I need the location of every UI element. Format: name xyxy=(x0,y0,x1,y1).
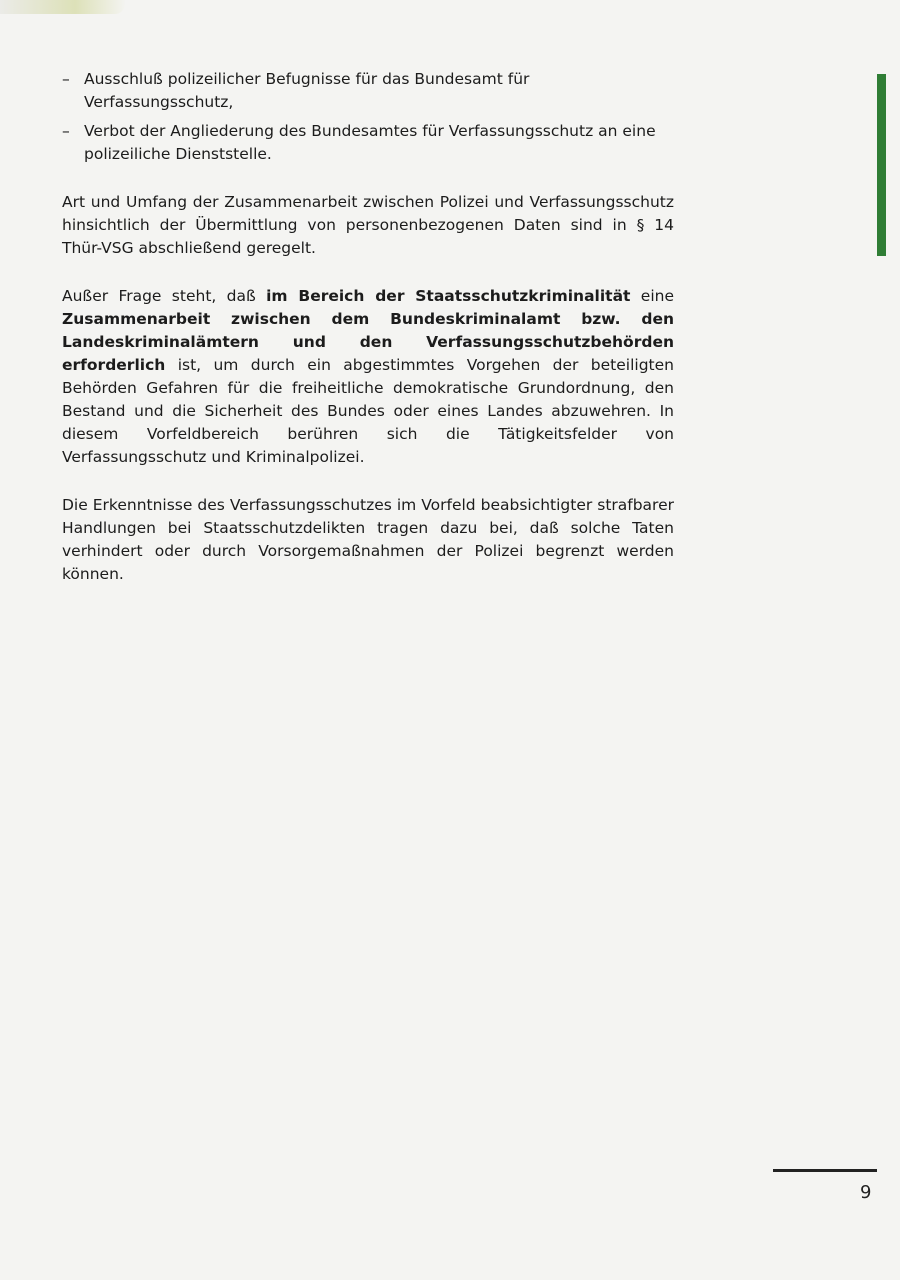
bold-phrase: im Bereich der Staatsschutzkriminalität xyxy=(266,287,631,305)
paragraph-text: ist, um durch ein abgestimmtes Vorgehen der beteiligten Behörden Gefahren für die freiheitliche demokratische Grundordnung, den Bestand und die Sicherheit des Bundes oder eines Landes abzuwehren. In diesem Vorfeldbereich berühren sich die Tätigkeitsfelder von Verfassungsschutz und Kriminalpolizei. xyxy=(62,356,674,466)
paragraph-state-security xyxy=(62,285,674,469)
bold-phrase: Zusammenarbeit zwischen dem Bundeskriminalamt bzw. den Landeskriminalämtern und den Verfassungsschutzbehörden erforderlich xyxy=(62,310,674,374)
paragraph-cooperation-data: Art und Umfang der Zusammenarbeit zwischen Polizei und Verfassungsschutz hinsichtlich der Übermittlung von personenbezogenen Daten sind in § 14 Thür-VSG abschließend geregelt. xyxy=(62,193,674,257)
list-item xyxy=(62,120,674,166)
page-number: 9 xyxy=(860,1182,872,1203)
paragraph-text: Außer Frage steht, daß xyxy=(62,287,267,305)
page-content xyxy=(62,68,674,611)
dash-bullet: – xyxy=(62,70,70,88)
list-item xyxy=(62,68,674,114)
section-marker-bar xyxy=(877,74,886,256)
scan-smudge xyxy=(0,0,125,14)
bullet-list xyxy=(62,68,674,166)
dash-bullet: – xyxy=(62,122,70,140)
paragraph-text: eine xyxy=(630,287,674,305)
list-item-text: Verbot der Angliederung des Bundesamtes für Verfassungsschutz an eine polizeiliche Dienststelle. xyxy=(84,122,656,163)
list-item-text: Ausschluß polizeilicher Befugnisse für das Bundesamt für Verfassungsschutz, xyxy=(84,70,530,111)
footer-rule xyxy=(773,1169,877,1172)
paragraph-findings: Die Erkenntnisse des Verfassungsschutzes im Vorfeld beabsichtigter strafbarer Handlungen bei Staatsschutzdelikten tragen dazu bei, daß solche Taten verhindert oder durch Vorsorgemaßnahmen der Polizei begrenzt werden können. xyxy=(62,496,674,583)
